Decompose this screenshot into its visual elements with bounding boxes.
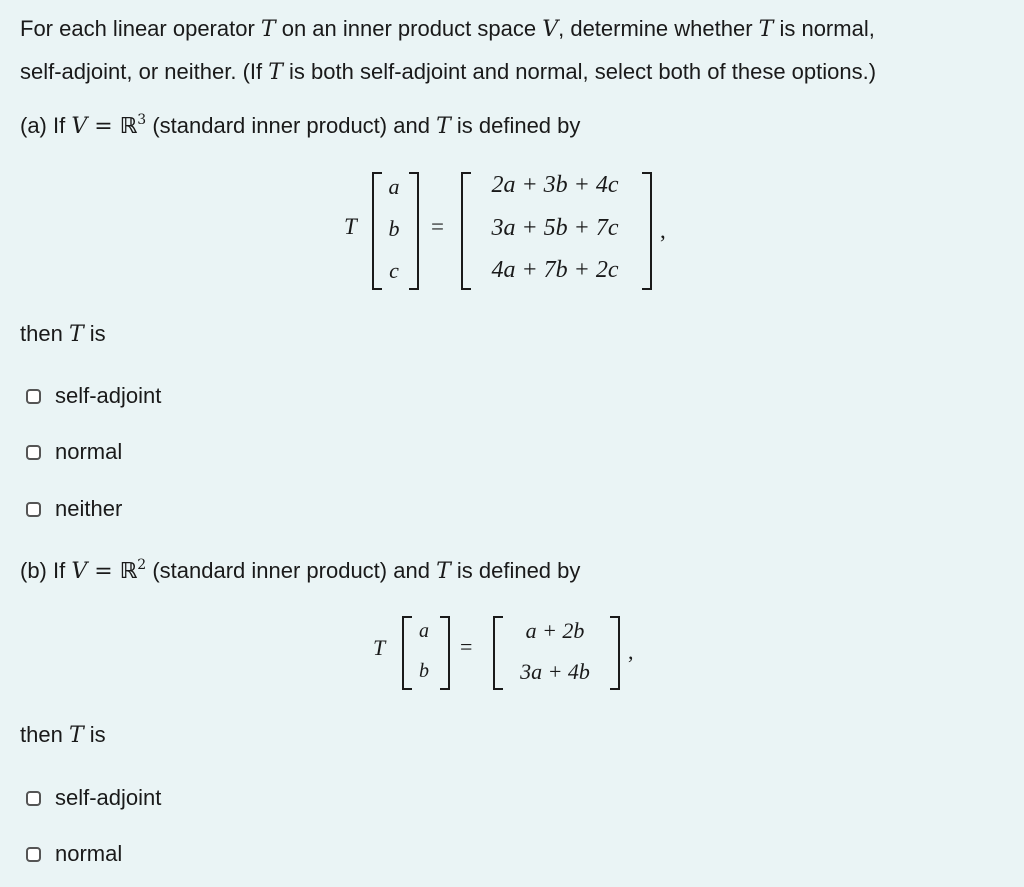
- input-vector-entry: c: [389, 258, 399, 283]
- right-bracket: [440, 616, 450, 690]
- checkbox[interactable]: [26, 445, 41, 460]
- math-T: T: [436, 559, 451, 584]
- eq-operator-T: T: [373, 635, 386, 660]
- math-exponent: 3: [137, 112, 147, 128]
- math-T: T: [268, 60, 283, 85]
- eq-equals: =: [431, 214, 444, 239]
- intro-text: For each linear operator: [20, 16, 261, 41]
- then-text: then: [20, 321, 69, 346]
- part-b-prefix: (b) If: [20, 558, 72, 583]
- input-vector-entry: a: [388, 174, 400, 199]
- intro-text: , determine whether: [558, 16, 759, 41]
- option-a-self-adjoint[interactable]: [26, 381, 161, 411]
- math-exponent: 2: [137, 557, 147, 573]
- left-bracket: [402, 616, 412, 690]
- part-a-prefix: (a) If: [20, 113, 72, 138]
- left-bracket: [372, 172, 382, 290]
- intro-text: is normal,: [773, 16, 875, 41]
- option-label: self-adjoint: [55, 383, 162, 408]
- math-T: T: [68, 322, 84, 347]
- math-reals: ℝ: [119, 559, 138, 584]
- math-V: V: [542, 17, 559, 42]
- option-label: normal: [55, 439, 123, 464]
- option-label: self-adjoint: [55, 785, 162, 810]
- math-V: V: [71, 559, 88, 584]
- part-b-text: is defined by: [450, 558, 581, 583]
- right-bracket: [409, 172, 419, 290]
- then-text: is: [83, 321, 106, 346]
- intro-line-1: [20, 15, 875, 44]
- option-a-neither[interactable]: [26, 494, 122, 524]
- math-V: V: [71, 114, 88, 139]
- output-vector-entry: 2a + 3b + 4c: [491, 172, 619, 198]
- part-a-text: (standard inner product) and: [146, 113, 437, 138]
- option-a-normal[interactable]: [26, 437, 122, 467]
- math-T: T: [68, 723, 84, 748]
- output-vector-entry: a + 2b: [525, 618, 585, 643]
- eq-equals: =: [460, 634, 473, 659]
- right-bracket: [610, 616, 620, 690]
- option-label: neither: [55, 496, 123, 521]
- then-text: is: [83, 722, 106, 747]
- input-vector-entry: b: [388, 216, 400, 241]
- intro-text: is both self-adjoint and normal, select both of these options.): [282, 59, 877, 84]
- output-vector-entry: 3a + 5b + 7c: [491, 215, 619, 241]
- part-a-then: [20, 320, 106, 349]
- intro-line-2: [20, 58, 876, 87]
- math-T: T: [758, 17, 774, 42]
- right-bracket: [642, 172, 652, 290]
- option-b-normal[interactable]: [26, 839, 122, 869]
- part-b-heading: [20, 557, 580, 586]
- input-vector-entry: b: [419, 660, 429, 682]
- input-vector-entry: a: [419, 620, 429, 642]
- math-equals: =: [87, 114, 120, 139]
- then-text: then: [20, 722, 69, 747]
- part-b-then: [20, 721, 106, 750]
- checkbox[interactable]: [26, 389, 41, 404]
- math-T: T: [436, 114, 451, 139]
- math-equals: =: [87, 559, 120, 584]
- math-reals: ℝ: [119, 114, 138, 139]
- output-vector-entry: 3a + 4b: [520, 659, 590, 684]
- left-bracket: [461, 172, 471, 290]
- eq-comma: ,: [628, 639, 634, 664]
- eq-comma: ,: [660, 218, 666, 243]
- checkbox[interactable]: [26, 791, 41, 806]
- checkbox[interactable]: [26, 847, 41, 862]
- intro-text: on an inner product space: [275, 16, 543, 41]
- intro-text: self-adjoint, or neither. (If: [20, 59, 269, 84]
- output-vector-entry: 4a + 7b + 2c: [491, 257, 619, 283]
- part-a-heading: [20, 112, 580, 141]
- checkbox[interactable]: [26, 502, 41, 517]
- math-T: T: [260, 17, 276, 42]
- option-b-self-adjoint[interactable]: [26, 783, 161, 813]
- part-b-text: (standard inner product) and: [146, 558, 437, 583]
- eq-operator-T: T: [344, 214, 357, 239]
- part-a-text: is defined by: [450, 113, 581, 138]
- option-label: normal: [55, 841, 123, 866]
